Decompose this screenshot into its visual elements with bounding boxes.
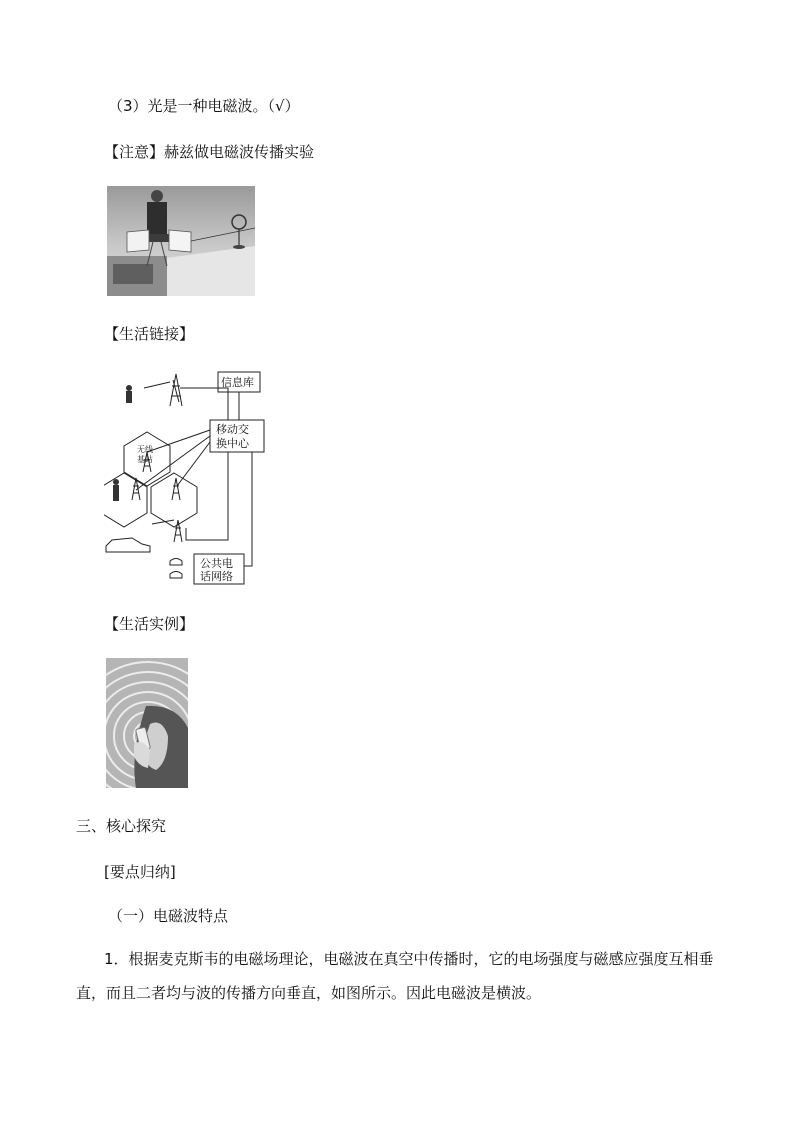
base-station-label: 基站 (137, 455, 153, 464)
cell-hexagon (104, 473, 147, 527)
base-station-label: 无线 (137, 445, 153, 454)
public-network-label: 公共电 (200, 557, 233, 570)
section-heading: 三、核心探究 (76, 817, 167, 835)
hertz-experiment-image (107, 186, 255, 296)
switch-center-label: 移动交 (216, 423, 249, 436)
life-example-heading: 【生活实例】 (104, 615, 195, 633)
cell-hexagon (151, 473, 197, 527)
subsection-heading: （一）电磁波特点 (108, 907, 229, 925)
info-library-label: 信息库 (221, 376, 254, 389)
phone-call-image (106, 658, 188, 788)
public-network-label: 话网络 (200, 570, 233, 583)
note-heading: 【注意】赫兹做电磁波传播实验 (104, 143, 315, 161)
life-link-heading: 【生活链接】 (104, 325, 195, 343)
telephone-icon (170, 559, 182, 579)
mobile-network-diagram (104, 366, 274, 588)
paragraph-1: 1．根据麦克斯韦的电磁场理论，电磁波在真空中传播时，它的电场强度与磁感应强度互相垂直，而且二者均与波的传播方向垂直，如图所示。因此电磁波是横波。 (76, 950, 714, 1002)
car-icon (106, 538, 150, 552)
question-3: （3）光是一种电磁波。（√） (108, 97, 300, 115)
key-points-label: [要点归纳] (104, 863, 176, 881)
switch-center-label: 换中心 (216, 437, 249, 450)
